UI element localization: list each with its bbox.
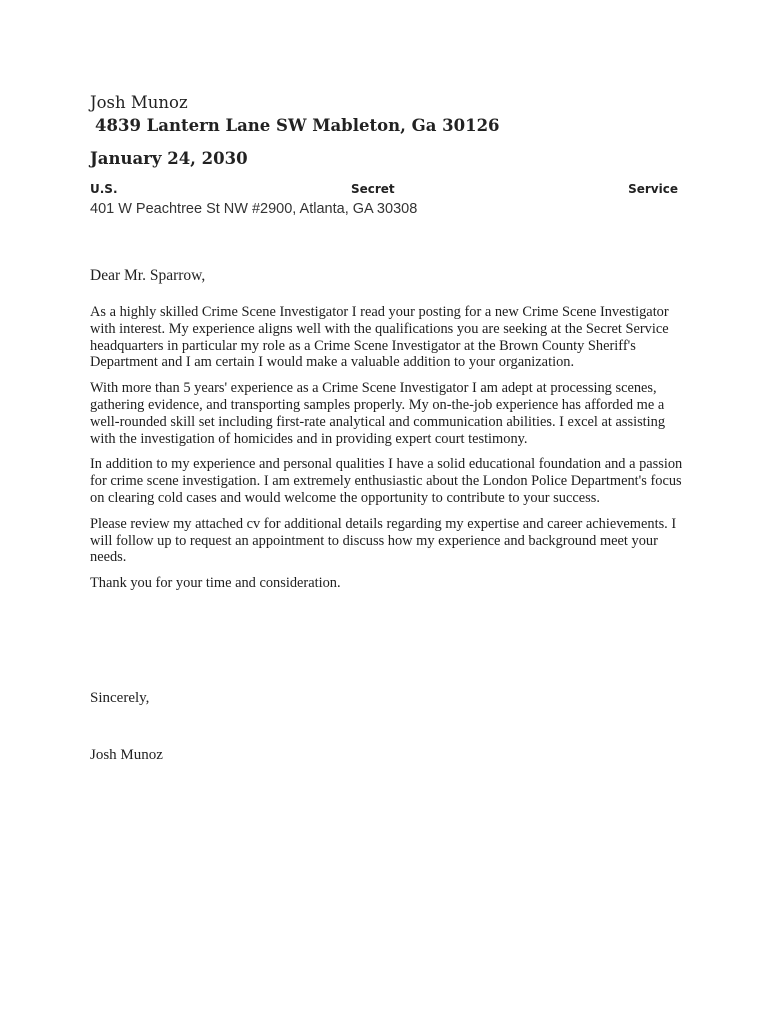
signature-name: Josh Munoz [90, 747, 163, 763]
body-paragraph: In addition to my experience and personal qualities I have a solid educational foundation and a passion for crime scene investigation. I am extremely enthusiastic about the London Police Department's focus on clearing cold cases and would welcome the opportunity to contribute to your success. [90, 456, 683, 506]
recipient-org-word: Service [628, 182, 678, 196]
sender-name: Josh Munoz [90, 93, 188, 112]
sender-address: 4839 Lantern Lane SW Mableton, Ga 30126 [95, 116, 500, 135]
salutation: Dear Mr. Sparrow, [90, 267, 206, 284]
body-paragraph: As a highly skilled Crime Scene Investigator I read your posting for a new Crime Scene Investigator with interest. My experience aligns well with the qualifications you are seeking at the Secret Service headquarters in particular my role as a Crime Scene Investigator at the Brown County Sheriff's Department and I am certain I would make a valuable addition to your organization. [90, 304, 669, 371]
letter-body [90, 304, 690, 601]
body-paragraph: With more than 5 years' experience as a Crime Scene Investigator I am adept at processing scenes, gathering evidence, and transporting samples properly. My on-the-job experience has afforded me a well-rounded skill set including first-rate analytical and communication abilities. I excel at assisting with the investigation of homicides and in providing expert court testimony. [90, 380, 666, 447]
closing: Sincerely, [90, 690, 150, 706]
letter-date: January 24, 2030 [90, 149, 248, 168]
recipient-org-word: U.S. [90, 182, 118, 196]
recipient-org-word: Secret [350, 182, 395, 196]
recipient-organization [90, 182, 678, 196]
body-paragraph: Please review my attached cv for additional details regarding my expertise and career achievements. I will follow up to request an appointment to discuss how my experience and background meet your needs. [90, 515, 677, 566]
recipient-address: 401 W Peachtree St NW #2900, Atlanta, GA 30308 [90, 201, 418, 217]
body-paragraph: Thank you for your time and consideration. [90, 575, 341, 592]
